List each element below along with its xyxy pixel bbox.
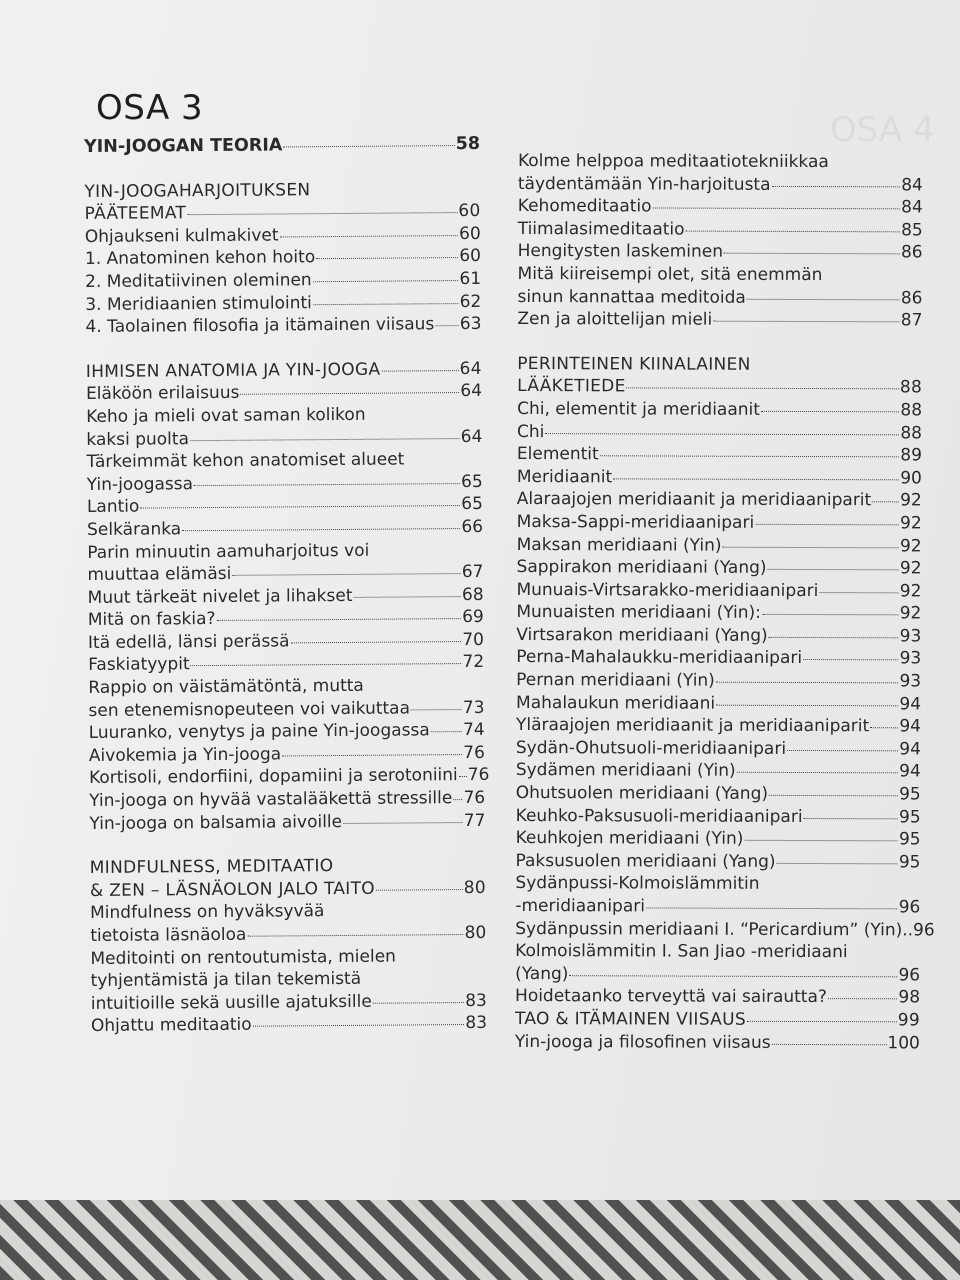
- toc-entry: [516, 805, 921, 829]
- page-number: 94: [899, 761, 921, 782]
- page-number: 76: [463, 787, 486, 809]
- section-gap: [89, 832, 485, 857]
- page-number: 60: [459, 246, 482, 267]
- toc-entry: [88, 651, 484, 677]
- dot-leader: [191, 664, 462, 667]
- dot-leader: [316, 257, 458, 259]
- dot-leader: [713, 321, 900, 323]
- toc-entry: [87, 516, 483, 542]
- dot-leader: [240, 392, 459, 395]
- toc-entry: [518, 240, 923, 264]
- entry-title: 2. Meditatiivinen oleminen: [85, 270, 312, 292]
- page-number: 93: [899, 648, 922, 669]
- entry-title: tietoista läsnäoloa: [90, 924, 247, 946]
- entry-title: Paksusuolen meridiaani (Yang): [515, 850, 776, 872]
- entry-title: Chi, elementit ja meridiaanit: [517, 398, 760, 420]
- toc-entry: [88, 697, 484, 723]
- page-number: 100: [887, 1032, 920, 1053]
- entry-title: Muut tärkeät nivelet ja lihakset: [87, 585, 353, 608]
- dot-leader: [777, 863, 898, 864]
- dot-leader: [828, 998, 897, 999]
- page-number: 73: [462, 697, 485, 718]
- entry-title: Maksan meridiaani (Yin): [516, 534, 722, 556]
- dot-leader: [411, 709, 462, 710]
- toc-entry: [517, 556, 922, 580]
- toc-entry: [88, 584, 484, 610]
- entry-title: Lantio: [86, 496, 140, 518]
- entry-title: Yin-jooga ja filosofinen viisaus: [514, 1031, 771, 1053]
- page-number: 92: [900, 490, 922, 511]
- dot-leader: [353, 596, 461, 598]
- entry-title: Ohjaukseni kulmakivet: [84, 225, 279, 247]
- dot-leader: [194, 483, 460, 486]
- entry-title: Kolme helppoa meditaatiotekniikkaa: [517, 151, 829, 173]
- entry-title: Munuaisten meridiaani (Yin):: [516, 602, 761, 624]
- entry-title: Chi: [516, 421, 545, 442]
- entry-title: Yin-jooga on balsamia aivoille: [89, 811, 343, 834]
- toc-entry: [86, 403, 482, 429]
- page-number: 67: [461, 561, 484, 583]
- entry-title: -meridiaanipari: [515, 895, 646, 917]
- page-number: 92: [899, 603, 922, 624]
- toc-heading: [85, 200, 481, 226]
- page-number: 83: [465, 990, 487, 1011]
- toc-entry: [516, 669, 921, 693]
- page-number: 76: [467, 765, 490, 786]
- toc-heading: [84, 177, 480, 203]
- page-number: 88: [900, 400, 923, 421]
- toc-entry: [518, 263, 923, 287]
- section-gap: [84, 155, 480, 180]
- dot-leader: [569, 975, 897, 977]
- entry-title: Virtsarakon meridiaani (Yang): [516, 624, 768, 646]
- page-number: 88: [899, 377, 923, 398]
- page-number: 85: [901, 220, 923, 241]
- toc-entry: [86, 380, 482, 406]
- toc-entry: [516, 646, 921, 670]
- page-number: 86: [900, 287, 923, 308]
- dot-leader: [724, 253, 900, 255]
- page-number: 92: [899, 558, 922, 579]
- entry-title: Rappio on väistämätöntä, mutta: [88, 675, 364, 699]
- toc-entry: [86, 425, 482, 451]
- dot-leader: [373, 1002, 464, 1004]
- entry-title: Faskiatyypit: [88, 654, 190, 676]
- toc-heading: [86, 358, 482, 384]
- page-number: 58: [455, 133, 481, 155]
- entry-title: Yläraajojen meridiaanit ja meridiaaniparit: [515, 715, 870, 737]
- page-number: 61: [459, 268, 482, 290]
- entry-title: täydentämään Yin-harjoitusta: [517, 173, 771, 195]
- page-number: 70: [462, 629, 485, 650]
- entry-title: Mahalaukun meridiaani: [516, 692, 716, 714]
- page-number: 95: [898, 806, 921, 828]
- toc-heading: [517, 353, 922, 377]
- entry-title: kaksi puolta: [86, 428, 190, 450]
- toc-heading: [515, 1008, 920, 1032]
- dot-leader: [613, 478, 899, 480]
- entry-title: Eläköön erilaisuus: [85, 383, 240, 405]
- toc-entry: [91, 1012, 487, 1038]
- fabric-background: [0, 1200, 960, 1280]
- entry-title: Elementit: [516, 444, 599, 465]
- page-number: 99: [897, 1010, 920, 1031]
- toc-entry: [88, 629, 484, 655]
- toc-entry: [90, 899, 486, 925]
- toc-right-column: [514, 150, 935, 1055]
- page-number: 64: [460, 426, 483, 447]
- dot-leader: [217, 618, 462, 621]
- entry-title: Luuranko, venytys ja paine Yin-joogassa: [88, 720, 430, 744]
- toc-entry: [85, 290, 481, 316]
- page-number: 76: [463, 742, 485, 763]
- entry-title: Munuais-Virtsarakko-meridiaanipari: [516, 579, 819, 601]
- dot-leader: [772, 1043, 887, 1044]
- toc-entry: [87, 471, 483, 497]
- toc-entry: [87, 493, 483, 519]
- entry-title: Yin-jooga on hyvää vastalääkettä stressille: [89, 788, 453, 812]
- dot-leader: [376, 889, 463, 891]
- page-number: 92: [900, 513, 922, 534]
- dot-leader: [313, 303, 459, 305]
- page-number: 83: [465, 1013, 488, 1034]
- toc-left-column: [84, 133, 490, 1038]
- toc-entry: [88, 764, 490, 790]
- toc-entry: [517, 466, 922, 490]
- dot-leader: [282, 754, 462, 756]
- page-number: 88: [900, 422, 923, 443]
- entry-title: YIN-JOOGAHARJOITUKSEN: [84, 179, 311, 202]
- dot-leader: [453, 799, 462, 800]
- dot-leader: [716, 682, 899, 684]
- toc-entry: [518, 150, 923, 174]
- toc-entry: [516, 579, 921, 603]
- toc-entry: [517, 421, 922, 445]
- dot-leader: [627, 388, 899, 390]
- page-number: 60: [458, 201, 481, 222]
- page-number: 62: [459, 291, 482, 312]
- dot-leader: [190, 438, 460, 441]
- dot-leader: [182, 528, 460, 531]
- entry-title: 1. Anatominen kehon hoito: [84, 247, 316, 270]
- dot-leader: [772, 185, 901, 186]
- entry-title: 3. Meridiaanien stimulointi: [85, 292, 312, 315]
- toc-entry: [89, 787, 485, 813]
- toc-entry: [515, 963, 920, 987]
- entry-title: Selkäranka: [87, 519, 182, 540]
- dot-leader: [872, 502, 899, 503]
- entry-title: Sydämen meridiaani (Yin): [515, 760, 736, 782]
- page-number: 77: [463, 810, 486, 831]
- toc-entry: [516, 624, 921, 648]
- toc-heading: [517, 375, 922, 399]
- toc-entry: [517, 511, 922, 535]
- dot-leader: [187, 212, 457, 215]
- toc-entry: [516, 601, 921, 625]
- toc-heading: [84, 133, 480, 159]
- dot-leader: [247, 934, 463, 937]
- page-number: 86: [900, 242, 923, 263]
- page-number: 94: [899, 739, 921, 760]
- dot-leader: [545, 433, 899, 435]
- dot-leader: [769, 637, 899, 638]
- toc-heading: [90, 854, 486, 880]
- entry-title: Mindfulness on hyväksyvää: [90, 901, 325, 924]
- entry-title: Kortisoli, endorfiini, dopamiini ja serotoniini: [88, 765, 458, 789]
- dot-leader: [747, 298, 900, 300]
- entry-title: Keho ja mieli ovat saman kolikon: [86, 404, 366, 427]
- toc-entry: [517, 308, 922, 332]
- dot-leader: [343, 822, 463, 824]
- toc-entry: [516, 737, 921, 761]
- entry-title: Tiimalasimeditaatio: [517, 218, 685, 240]
- toc-entry: [89, 809, 485, 835]
- page-number: 64: [459, 358, 482, 379]
- toc-entry: [91, 967, 487, 993]
- page-number: 64: [460, 381, 483, 402]
- entry-title: Meridiaanit: [516, 466, 613, 488]
- dot-leader: [737, 772, 899, 774]
- dot-leader: [653, 208, 901, 210]
- toc-entry: [518, 173, 923, 197]
- toc-entry: [87, 561, 483, 587]
- dot-leader: [755, 524, 899, 526]
- dot-leader: [381, 370, 458, 372]
- entry-title: Sydänpussin meridiaani I. “Pericardium” (Yin)..: [515, 918, 914, 940]
- page-number: 80: [463, 877, 486, 898]
- entry-title: Zen ja aloittelijan mieli: [517, 309, 713, 330]
- entry-title: Meditointi on rentoutumista, mielen: [90, 946, 396, 969]
- page-number: 68: [461, 584, 484, 605]
- toc-entry: [518, 195, 923, 219]
- toc-entry: [88, 674, 484, 700]
- section-gap: [86, 336, 482, 361]
- entry-title: Aivokemia ja Yin-jooga: [88, 744, 282, 766]
- dot-leader: [283, 145, 454, 147]
- entry-title: Sappirakon meridiaani (Yang): [516, 557, 767, 578]
- entry-title: tyhjentämistä ja tilan tekemistä: [90, 969, 362, 992]
- dot-leader: [787, 750, 898, 751]
- dot-leader: [459, 776, 467, 777]
- page-number: 93: [899, 626, 922, 647]
- page-number: 63: [459, 314, 482, 335]
- dot-leader: [435, 325, 459, 326]
- page-number: 84: [901, 174, 923, 196]
- entry-title: Alaraajojen meridiaanit ja meridiaaniparit: [516, 489, 872, 511]
- dot-leader: [803, 659, 898, 660]
- page-number: 94: [899, 693, 922, 715]
- page-number: 69: [462, 607, 484, 628]
- entry-title: muuttaa elämäsi: [87, 563, 232, 586]
- toc-entry: [518, 218, 923, 242]
- page-number: 94: [899, 716, 922, 737]
- entry-title: Sydän-Ohutsuoli-meridiaanipari: [515, 737, 787, 759]
- entry-title: Ohjattu meditaatio: [90, 1015, 252, 1037]
- dot-leader: [804, 818, 898, 819]
- dot-leader: [140, 505, 460, 509]
- page-number: 66: [461, 516, 484, 537]
- toc-entry: [517, 443, 922, 467]
- toc-entry: [85, 245, 481, 271]
- toc-entry: [516, 782, 921, 806]
- dot-leader: [870, 727, 898, 728]
- dot-leader: [686, 230, 901, 232]
- dot-leader: [768, 569, 899, 570]
- page-number: 60: [459, 223, 481, 244]
- toc-entry: [517, 488, 922, 512]
- page-number: 93: [899, 671, 922, 692]
- entry-title: IHMISEN ANATOMIA JA YIN-JOOGA: [85, 359, 381, 382]
- entry-title: Maksa-Sappi-meridiaanipari: [516, 511, 755, 533]
- entry-title: Keuhkojen meridiaani (Yin): [515, 828, 744, 850]
- toc-entry: [515, 918, 935, 942]
- page-number: 74: [462, 720, 485, 741]
- toc-entry: [516, 692, 921, 716]
- toc-entry: [516, 759, 921, 783]
- entry-title: sinun kannattaa meditoida: [517, 286, 746, 308]
- toc-entry: [91, 990, 487, 1016]
- toc-entry: [85, 268, 481, 294]
- page-number: 65: [461, 494, 483, 515]
- toc-entry: [87, 538, 483, 564]
- entry-title: TAO & ITÄMAINEN VIISAUS: [514, 1008, 746, 1030]
- dot-leader: [600, 455, 900, 457]
- entry-title: Keuhko-Paksusuoli-meridiaanipari: [515, 805, 803, 827]
- toc-heading: [90, 877, 486, 903]
- page-number: 98: [898, 987, 921, 1008]
- entry-title: Tärkeimmät kehon anatomiset alueet: [86, 449, 405, 473]
- page-number: 89: [900, 445, 922, 466]
- section-gap: [517, 331, 922, 354]
- entry-title: (Yang): [515, 963, 569, 984]
- dot-leader: [232, 573, 461, 576]
- page-number: 95: [899, 784, 921, 805]
- entry-title: Hengitysten laskeminen: [517, 241, 724, 263]
- toc-entry: [515, 1031, 920, 1055]
- entry-title: sen etenemisnopeuteen voi vaikuttaa: [88, 698, 411, 721]
- section-title: OSA 3: [96, 88, 204, 128]
- dot-leader: [769, 795, 898, 796]
- toc-entry: [517, 398, 922, 422]
- toc-entry: [89, 742, 485, 768]
- entry-title: MINDFULNESS, MEDITAATIO: [89, 856, 334, 879]
- entry-title: 4. Taolainen filosofia ja itämainen viisaus: [85, 314, 435, 338]
- toc-entry: [515, 850, 920, 874]
- toc-entry: [517, 533, 922, 557]
- page-number: 65: [461, 471, 483, 492]
- dot-leader: [279, 235, 458, 237]
- page-number: 92: [899, 535, 922, 556]
- entry-title: Sydänpussi-Kolmoislämmitin: [515, 873, 760, 895]
- dot-leader: [291, 641, 462, 643]
- toc-entry: [515, 985, 920, 1009]
- toc-entry: [86, 448, 482, 474]
- toc-entry: [85, 223, 481, 249]
- page-number: 95: [898, 852, 921, 873]
- dot-leader: [723, 546, 899, 548]
- dot-leader: [646, 907, 898, 909]
- dot-leader: [762, 614, 899, 615]
- toc-entry: [85, 313, 481, 339]
- dot-leader: [744, 840, 898, 842]
- toc-entry: [89, 719, 485, 745]
- page-number: 95: [898, 829, 921, 850]
- entry-title: Ohutsuolen meridiaani (Yang): [515, 783, 769, 804]
- dot-leader: [819, 592, 898, 593]
- entry-title: Mitä on faskia?: [87, 609, 216, 631]
- entry-title: intuitioille sekä uusille ajatuksille: [90, 991, 372, 1014]
- toc-entry: [517, 286, 922, 310]
- page-number: 96: [913, 919, 935, 941]
- toc-entry: [90, 944, 486, 970]
- dot-leader: [747, 1021, 897, 1023]
- page-number: 92: [899, 581, 922, 602]
- page-number: 96: [898, 897, 921, 918]
- dot-leader: [716, 704, 898, 706]
- page-number: 84: [901, 197, 923, 218]
- entry-title: LÄÄKETIEDE: [517, 376, 626, 397]
- entry-title: Itä edellä, länsi perässä: [87, 631, 290, 653]
- entry-title: Parin minuutin aamuharjoitus voi: [87, 540, 370, 563]
- page-number: 80: [464, 922, 487, 944]
- toc-entry: [515, 872, 920, 896]
- page-number: 96: [898, 965, 921, 986]
- entry-title: & ZEN – LÄSNÄOLON JALO TAITO: [89, 878, 376, 901]
- toc-entry: [515, 895, 920, 919]
- page-number: 87: [900, 310, 923, 331]
- entry-title: YIN-JOOGAN TEORIA: [84, 135, 283, 157]
- page-number: 72: [462, 652, 485, 673]
- toc-entry: [88, 606, 484, 632]
- toc-entry: [90, 922, 486, 948]
- entry-title: Hoidetaanko terveyttä vai sairautta?: [515, 986, 827, 1008]
- toc-entry: [515, 940, 920, 964]
- entry-title: Kehomeditaatio: [517, 196, 652, 217]
- dot-leader: [313, 280, 459, 282]
- show-through-text: OSA 4: [830, 110, 935, 150]
- toc-entry: [516, 827, 921, 851]
- dot-leader: [761, 411, 900, 412]
- dot-leader: [253, 1024, 465, 1027]
- page-number: 90: [900, 468, 922, 489]
- toc-entry: [516, 714, 921, 738]
- entry-title: Pernan meridiaani (Yin): [516, 670, 715, 691]
- entry-title: Yin-joogassa: [86, 473, 194, 495]
- entry-title: Mitä kiireisempi olet, sitä enemmän: [517, 263, 823, 286]
- entry-title: PÄÄTEEMAT: [84, 203, 187, 225]
- dot-leader: [431, 731, 462, 732]
- entry-title: PERINTEINEN KIINALAINEN: [517, 353, 751, 375]
- entry-title: Kolmoislämmitin I. San Jiao -meridiaani: [515, 941, 848, 963]
- entry-title: Perna-Mahalaukku-meridiaanipari: [516, 647, 803, 669]
